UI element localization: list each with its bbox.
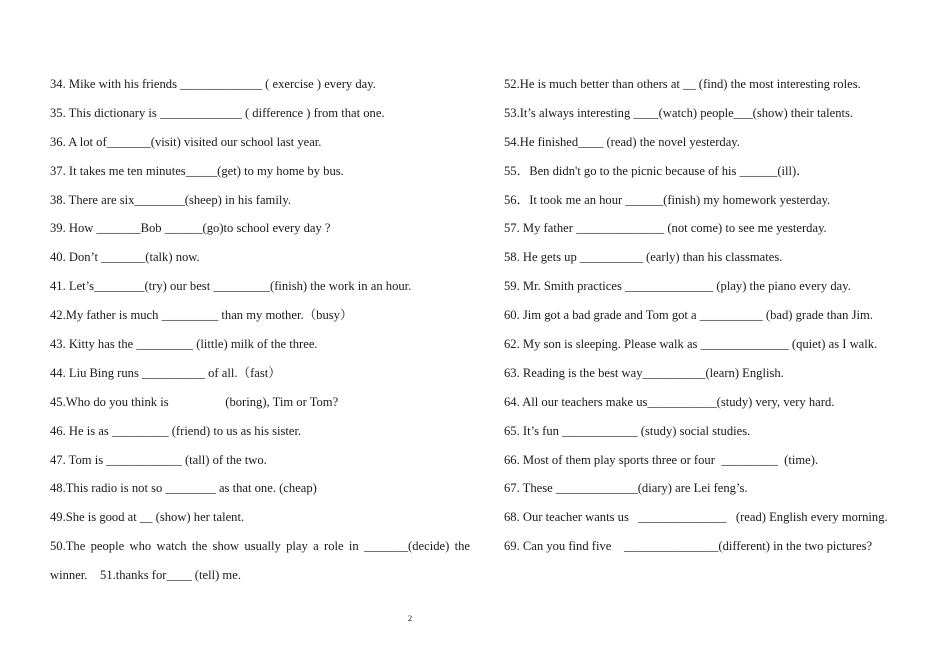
exercise-line: 41. Let’s________(try) our best _________(finish) the work in an hour. bbox=[50, 279, 412, 294]
exercise-line: 35. This dictionary is _____________ ( difference ) from that one. bbox=[50, 105, 385, 120]
exercise-line: 48.This radio is not so ________ as that one. (cheap) bbox=[50, 481, 317, 496]
exercise-line: 54.He finished____ (read) the novel yesterday. bbox=[504, 134, 740, 149]
exercise-line: 42.My father is much _________ than my mother.（busy） bbox=[50, 308, 353, 323]
exercise-line: 67. These _____________(diary) are Lei feng’s. bbox=[504, 481, 748, 496]
exercise-line: 38. There are six________(sheep) in his family. bbox=[50, 192, 291, 207]
exercise-line: 69. Can you find five _______________(different) in the two pictures? bbox=[504, 539, 873, 554]
exercise-line: 40. Don’t _______(talk) now. bbox=[50, 250, 200, 265]
exercise-line: 58. He gets up __________ (early) than his classmates. bbox=[504, 250, 783, 265]
exercise-line: 56．It took me an hour ______(finish) my homework yesterday. bbox=[504, 192, 831, 207]
exercise-line: 62. My son is sleeping. Please walk as ______________ (quiet) as I walk. bbox=[504, 337, 878, 352]
right-column bbox=[504, 74, 924, 565]
exercise-line: winner. 51.thanks for____ (tell) me. bbox=[50, 568, 241, 583]
exercise-line: 49.She is good at __ (show) her talent. bbox=[50, 510, 245, 525]
exercise-line: 52.He is much better than others at __ (find) the most interesting roles. bbox=[504, 77, 861, 91]
exercise-line: 44. Liu Bing runs __________ of all.（fast） bbox=[50, 365, 281, 380]
exercise-line: 43. Kitty has the _________ (little) milk of the three. bbox=[50, 337, 318, 352]
exercise-line: 64. All our teachers make us___________(study) very, very hard. bbox=[504, 394, 835, 409]
exercise-line: 53.It’s always interesting ____(watch) people___(show) their talents. bbox=[504, 105, 854, 120]
exercise-line: 37. It takes me ten minutes_____(get) to my home by bus. bbox=[50, 163, 344, 178]
exercise-line: 45.Who do you think is (boring), Tim or Tom? bbox=[50, 394, 339, 409]
exercise-line: 63. Reading is the best way__________(learn) English. bbox=[504, 365, 784, 380]
exercise-line: 50.The people who watch the show usually play a role in _______(decide) the bbox=[50, 539, 470, 554]
exercise-line: 46. He is as _________ (friend) to us as his sister. bbox=[50, 423, 302, 438]
exercise-line: 39. How _______Bob ______(go)to school every day ? bbox=[50, 221, 331, 236]
left-column bbox=[50, 74, 470, 594]
exercise-line: 55．Ben didn't go to the picnic because of his ______(ill)． bbox=[504, 163, 809, 178]
exercise-line: 66. Most of them play sports three or four _________ (time). bbox=[504, 452, 819, 467]
exercise-line: 57. My father ______________ (not come) to see me yesterday. bbox=[504, 221, 827, 236]
exercise-line: 60. Jim got a bad grade and Tom got a __________ (bad) grade than Jim. bbox=[504, 308, 873, 323]
exercise-line: 65. It’s fun ____________ (study) social studies. bbox=[504, 423, 751, 438]
exercise-line: 59. Mr. Smith practices ______________ (play) the piano every day. bbox=[504, 279, 851, 294]
exercise-line: 36. A lot of_______(visit) visited our school last year. bbox=[50, 134, 322, 149]
page-number: 2 bbox=[407, 613, 413, 623]
exercise-line: 68. Our teacher wants us ______________ (read) English every morning. bbox=[504, 510, 888, 525]
exercise-line: 34. Mike with his friends _____________ ( exercise ) every day. bbox=[50, 77, 376, 91]
exercise-line: 47. Tom is ____________ (tall) of the two. bbox=[50, 452, 267, 467]
